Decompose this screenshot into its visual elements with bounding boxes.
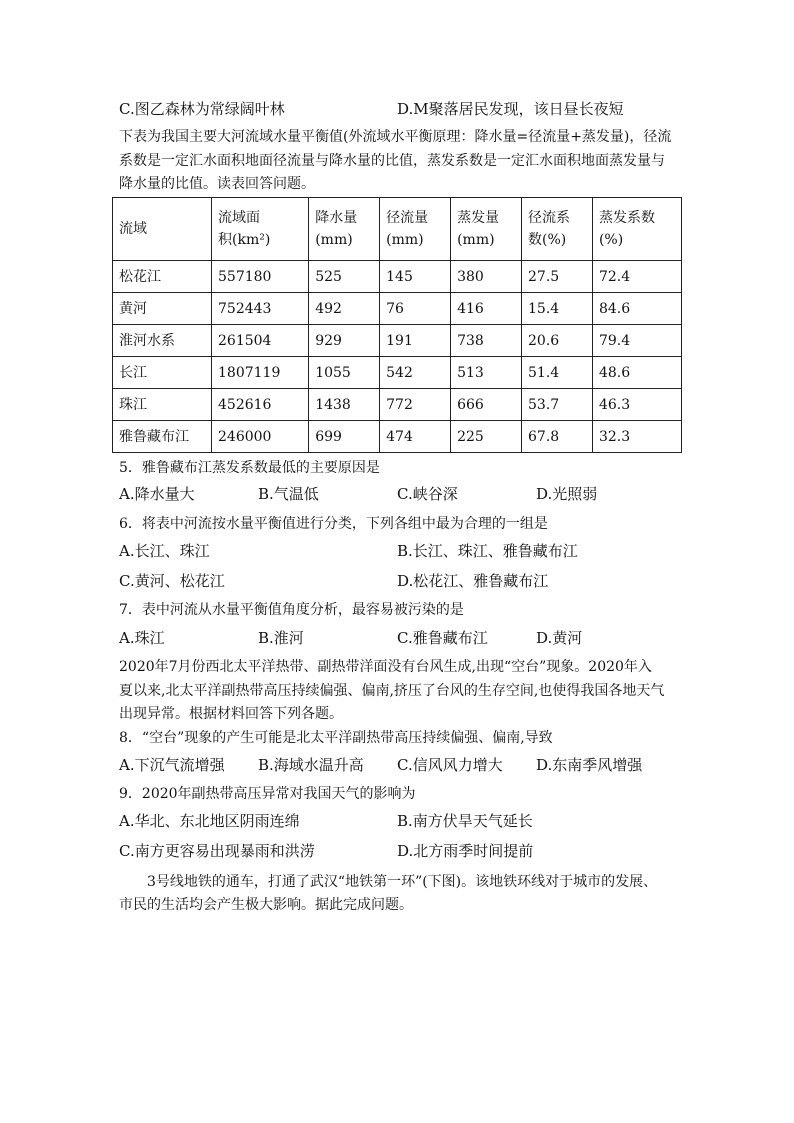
cell-precip: 1055: [309, 357, 380, 389]
header-evap: 蒸发量 (mm): [451, 198, 522, 261]
q6-option-d[interactable]: D.松花江、雅鲁藏布江: [397, 572, 549, 590]
option-d-prev: D.M聚落居民发现，该日昼长夜短: [397, 100, 624, 118]
q6-option-a[interactable]: A.长江、珠江: [119, 542, 210, 560]
cell-evap-coef: 72.4: [592, 261, 681, 293]
cell-basin: 松花江: [113, 261, 212, 293]
q8-option-a[interactable]: A.下沉气流增强: [119, 756, 225, 774]
cell-basin: 珠江: [113, 389, 212, 421]
passage3-line-1: 3号线地铁的通车，打通了武汉“地铁第一环”(下图)。该地铁环线对于城市的发展、: [147, 874, 658, 890]
q7-stem: 7．表中河流从水量平衡值角度分析，最容易被污染的是: [119, 602, 464, 618]
header-precip: 降水量 (mm): [309, 198, 380, 261]
q8-option-d[interactable]: D.东南季风增强: [536, 756, 643, 774]
cell-runoff: 191: [380, 325, 451, 357]
header-evap-coef: 蒸发系数 (%): [592, 198, 681, 261]
q7-option-c[interactable]: C.雅鲁藏布江: [397, 629, 488, 647]
cell-evap: 416: [451, 293, 522, 325]
cell-runoff-coef: 27.5: [522, 261, 593, 293]
cell-runoff-coef: 51.4: [522, 357, 593, 389]
passage2-line-3: 出现异常。根据材料回答下列各题。: [119, 706, 343, 722]
q7-option-b[interactable]: B.淮河: [258, 629, 304, 647]
q8-option-c[interactable]: C.信风风力增大: [397, 756, 503, 774]
q5-option-c[interactable]: C.峡谷深: [397, 485, 458, 503]
cell-precip: 525: [309, 261, 380, 293]
cell-evap-coef: 46.3: [592, 389, 681, 421]
cell-area: 452616: [212, 389, 309, 421]
table-row: [113, 357, 682, 389]
cell-runoff: 145: [380, 261, 451, 293]
intro-line-2: 系数是一定汇水面积地面径流量与降水量的比值，蒸发系数是一定汇水面积地面蒸发量与: [119, 153, 665, 169]
q7-option-a[interactable]: A.珠江: [119, 629, 165, 647]
cell-evap-coef: 32.3: [592, 421, 681, 453]
q9-option-a[interactable]: A.华北、东北地区阴雨连绵: [119, 812, 300, 830]
q9-option-d[interactable]: D.北方雨季时间提前: [397, 842, 534, 860]
q6-stem: 6．将表中河流按水量平衡值进行分类，下列各组中最为合理的一组是: [119, 516, 548, 532]
cell-area: 261504: [212, 325, 309, 357]
table-row: [113, 325, 682, 357]
q5-option-a[interactable]: A.降水量大: [119, 485, 195, 503]
q9-option-c[interactable]: C.南方更容易出现暴雨和洪涝: [119, 842, 315, 860]
header-basin: 流域: [113, 198, 212, 261]
cell-runoff-coef: 53.7: [522, 389, 593, 421]
q9-stem: 9．2020年副热带高压异常对我国天气的影响为: [119, 786, 416, 802]
q5-option-b[interactable]: B.气温低: [258, 485, 319, 503]
q7-option-d[interactable]: D.黄河: [536, 629, 583, 647]
q8-stem: 8．“空台”现象的产生可能是北太平洋副热带高压持续偏强、偏南,导致: [119, 730, 553, 746]
q8-option-b[interactable]: B.海域水温升高: [258, 756, 364, 774]
cell-evap: 225: [451, 421, 522, 453]
cell-precip: 929: [309, 325, 380, 357]
cell-area: 246000: [212, 421, 309, 453]
header-area: 流域面 积(km²): [212, 198, 309, 261]
q5-option-d[interactable]: D.光照弱: [536, 485, 598, 503]
cell-area: 1807119: [212, 357, 309, 389]
cell-runoff: 474: [380, 421, 451, 453]
cell-evap-coef: 79.4: [592, 325, 681, 357]
table-row: [113, 389, 682, 421]
q5-stem: 5．雅鲁藏布江蒸发系数最低的主要原因是: [119, 460, 380, 476]
header-runoff-coef: 径流系 数(%): [522, 198, 593, 261]
q6-option-c[interactable]: C.黄河、松花江: [119, 572, 225, 590]
cell-basin: 雅鲁藏布江: [113, 421, 212, 453]
cell-runoff: 76: [380, 293, 451, 325]
cell-runoff-coef: 20.6: [522, 325, 593, 357]
q9-option-b[interactable]: B.南方伏旱天气延长: [397, 812, 533, 830]
intro-line-1: 下表为我国主要大河流域水量平衡值(外流域水平衡原理：降水量=径流量+蒸发量)，径流: [119, 129, 672, 145]
option-c-prev: C.图乙森林为常绿阔叶林: [119, 100, 285, 118]
cell-evap: 380: [451, 261, 522, 293]
cell-basin: 淮河水系: [113, 325, 212, 357]
cell-area: 557180: [212, 261, 309, 293]
cell-evap: 513: [451, 357, 522, 389]
cell-runoff: 542: [380, 357, 451, 389]
cell-runoff: 772: [380, 389, 451, 421]
cell-runoff-coef: 15.4: [522, 293, 593, 325]
cell-area: 752443: [212, 293, 309, 325]
cell-basin: 黄河: [113, 293, 212, 325]
table-row: [113, 261, 682, 293]
table-header-row: [113, 198, 682, 261]
cell-evap: 738: [451, 325, 522, 357]
table-row: [113, 421, 682, 453]
passage2-line-2: 夏以来,北太平洋副热带高压持续偏强、偏南,挤压了台风的生存空间,也使得我国各地天气: [119, 683, 665, 699]
water-balance-table: [112, 197, 682, 453]
cell-runoff-coef: 67.8: [522, 421, 593, 453]
cell-precip: 699: [309, 421, 380, 453]
cell-evap-coef: 84.6: [592, 293, 681, 325]
q6-option-b[interactable]: B.长江、珠江、雅鲁藏布江: [397, 542, 578, 560]
cell-precip: 1438: [309, 389, 380, 421]
passage3-line-2: 市民的生活均会产生极大影响。据此完成问题。: [119, 897, 413, 913]
intro-line-3: 降水量的比值。读表回答问题。: [119, 176, 315, 192]
cell-precip: 492: [309, 293, 380, 325]
header-runoff: 径流量 (mm): [380, 198, 451, 261]
table-row: [113, 293, 682, 325]
cell-evap-coef: 48.6: [592, 357, 681, 389]
cell-evap: 666: [451, 389, 522, 421]
passage2-line-1: 2020年7月份西北太平洋热带、副热带洋面没有台风生成,出现“空台”现象。2020年入: [119, 659, 652, 675]
cell-basin: 长江: [113, 357, 212, 389]
